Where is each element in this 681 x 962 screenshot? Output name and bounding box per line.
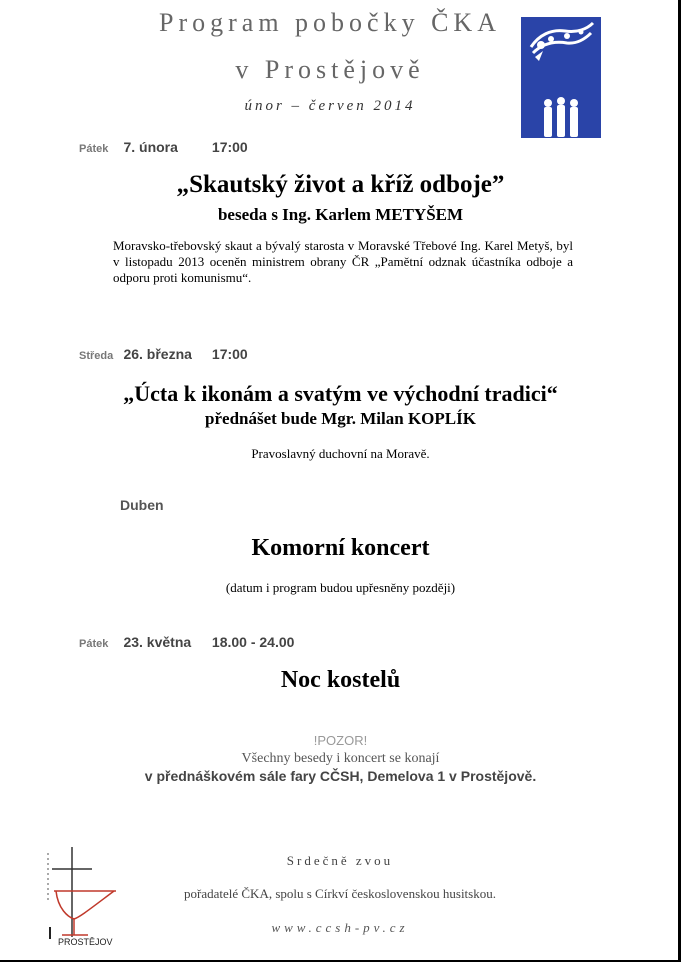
notice-warning: !POZOR! — [313, 733, 368, 748]
event-time: 17:00 — [211, 346, 248, 362]
invitation: Srdečně zvou — [286, 853, 394, 868]
event-date: 26. března — [123, 346, 192, 362]
website-link[interactable]: www.ccsh-pv.cz — [271, 920, 409, 935]
page-title: Program pobočky ČKA — [159, 8, 501, 37]
event-1-description: Moravsko-třebovský skaut a bývalý starosta v Moravské Třebové Ing. Karel Metyš, byl v listopadu 2013 oceněn ministrem obrany ČR „Pamětní odznak účastníka odboje a odporu proti komunismu“. — [113, 238, 573, 285]
event-4-schedule — [79, 634, 294, 652]
event-1-schedule — [79, 139, 248, 157]
period-label: únor – červen 2014 — [244, 98, 416, 114]
event-3-title: Komorní koncert — [251, 535, 430, 561]
page-title-location: v Prostějově — [235, 55, 425, 84]
event-1-subtitle: beseda s Ing. Karlem METYŠEM — [217, 205, 464, 224]
event-1-title: „Skautský život a kříž odboje” — [176, 171, 505, 198]
event-day: Pátek — [79, 638, 109, 650]
event-date: 23. května — [123, 634, 192, 650]
event-date: 7. února — [123, 139, 178, 155]
logo-caption: PROSTĚJOV — [58, 937, 113, 947]
event-2-subtitle: přednášet bude Mgr. Milan KOPLÍK — [205, 409, 476, 428]
event-2-title: „Úcta k ikonám a svatým ve východní tradici“ — [123, 381, 558, 406]
event-2-schedule — [79, 346, 248, 364]
event-time: 17:00 — [211, 139, 248, 155]
event-day: Pátek — [79, 143, 109, 155]
event-2-description: Pravoslavný duchovní na Moravě. — [251, 446, 430, 461]
event-4-title: Noc kostelů — [280, 667, 401, 693]
event-3-description: (datum i program budou upřesněny později) — [225, 580, 456, 595]
notice-venue: v přednáškovém sále fary CČSH, Demelova 1 v Prostějově. — [144, 768, 537, 784]
event-3-month: Duben — [120, 497, 164, 513]
event-time: 18.00 - 24.00 — [211, 634, 295, 650]
event-day: Středa — [79, 350, 114, 362]
notice-text: Všechny besedy i koncert se konají — [241, 751, 440, 766]
organizers: pořadatelé ČKA, spolu s Církví československou husitskou. — [184, 886, 496, 901]
cka-logo-icon — [521, 17, 601, 138]
